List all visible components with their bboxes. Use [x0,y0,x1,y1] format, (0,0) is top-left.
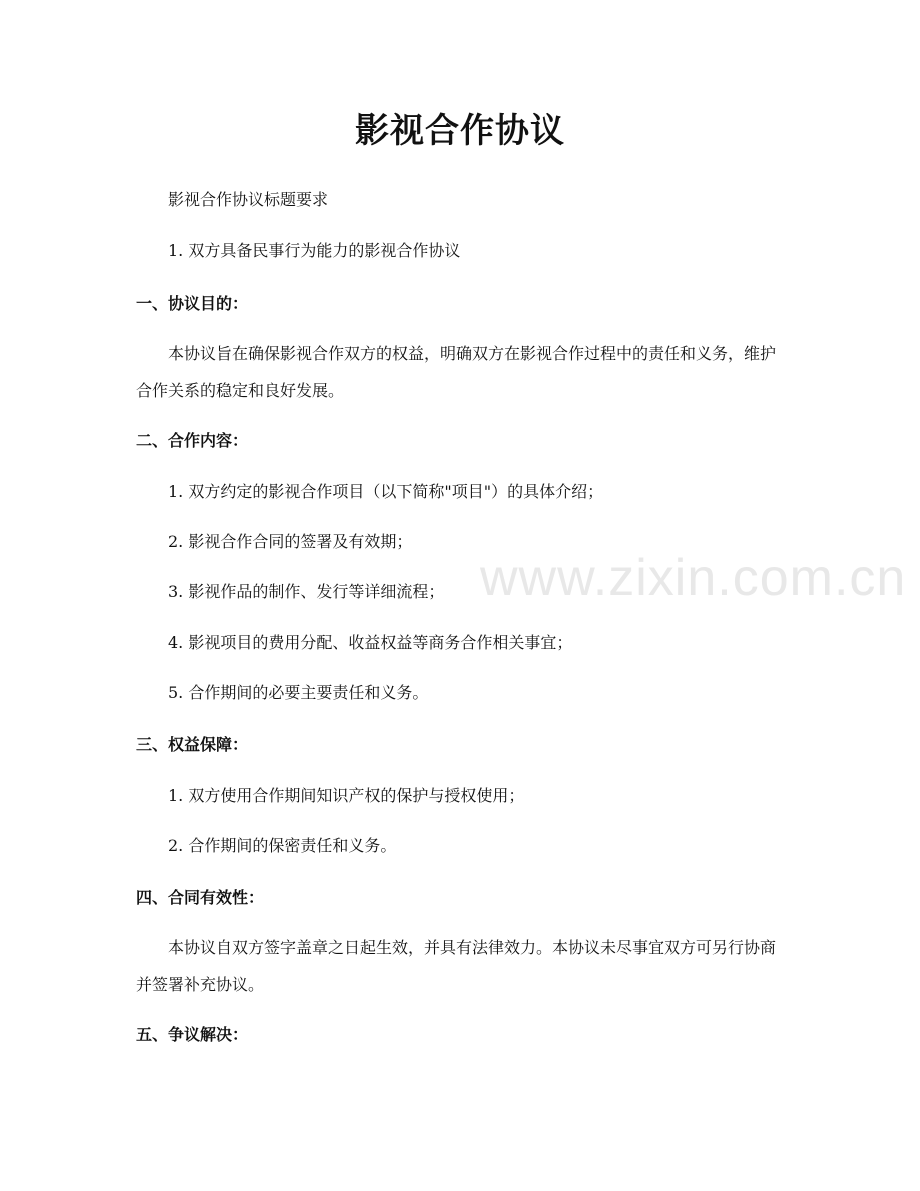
section-paragraph: 本协议自双方签字盖章之日起生效，并具有法律效力。本协议未尽事宜双方可另行协商并签署补充协议。 [136,938,777,994]
list-item: 2. 影视合作合同的签署及有效期； [168,532,413,551]
list-item: 5. 合作期间的必要主要责任和义务。 [168,683,429,702]
section-heading: 四、合同有效性： [136,888,265,907]
section-paragraph: 本协议旨在确保影视合作双方的权益，明确双方在影视合作过程中的责任和义务，维护合作关系的稳定和良好发展。 [136,344,777,400]
watermark: www.zixin.com.cn [480,549,907,607]
section-heading: 一、协议目的： [136,294,249,313]
intro-line: 影视合作协议标题要求 [168,190,329,209]
list-item: 1. 双方使用合作期间知识产权的保护与授权使用； [168,786,525,805]
intro-line: 1. 双方具备民事行为能力的影视合作协议 [168,241,461,260]
section-heading: 二、合作内容： [136,431,249,450]
section-heading: 三、权益保障： [136,735,249,754]
list-item: 2. 合作期间的保密责任和义务。 [168,836,397,855]
list-item: 1. 双方约定的影视合作项目（以下简称"项目"）的具体介绍； [168,482,604,501]
section-heading: 五、争议解决： [136,1025,249,1044]
page-title: 影视合作协议 [355,111,565,151]
list-item: 4. 影视项目的费用分配、收益权益等商务合作相关事宜； [168,633,573,652]
list-item: 3. 影视作品的制作、发行等详细流程； [168,582,445,601]
